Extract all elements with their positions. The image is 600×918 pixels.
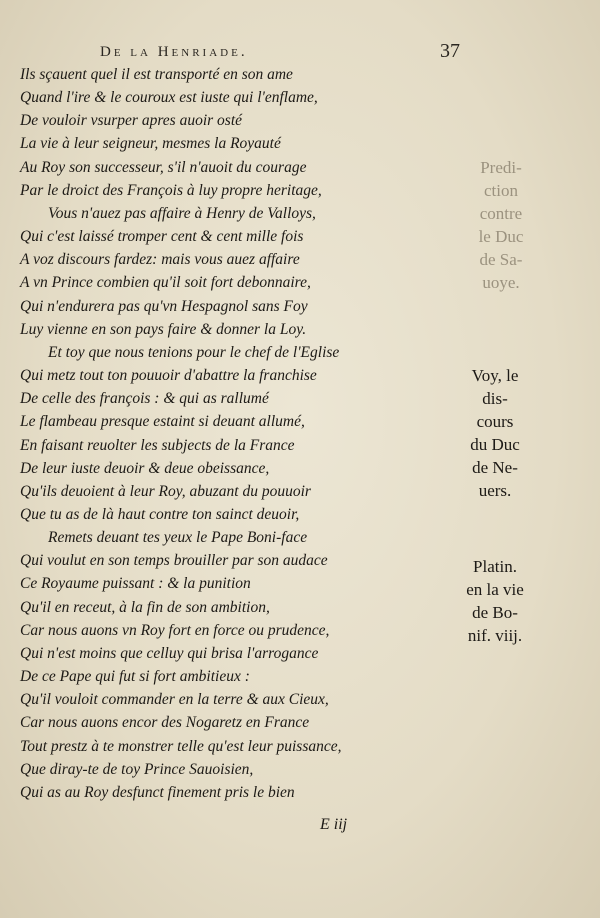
verse-line: Au Roy son successeur, s'il n'auoit du courage [20,158,307,176]
verse-line: Tout prestz à te monstrer telle qu'est leur puissance, [20,737,342,755]
verse-line: Que diray-te de toy Prince Sauoisien, [20,760,254,778]
verse-line: Qui n'est moins que celluy qui brisa l'arrogance [20,644,319,662]
verse-line: La vie à leur seigneur, mesmes la Royauté [20,135,281,153]
verse-line: De celle des françois : & qui as rallumé [20,390,269,408]
verse-line: Car nous auons vn Roy fort en force ou prudence, [20,621,330,639]
margin-note-show-through: Predi- ction contre le Duc de Sa- uoye. [478,158,524,292]
verse-line: A vn Prince combien qu'il soit fort debonnaire, [20,274,311,292]
verse-line: De ce Pape qui fut si fort ambitieux : [20,668,250,686]
verse-line: En faisant reuolter les subjects de la France [20,436,295,454]
verse-line: Qu'il vouloit commander en la terre & aux Cieux, [20,691,329,709]
verse-text [20,63,440,804]
verse-line: Ce Royaume puissant : & la punition [20,575,251,593]
verse-line: De vouloir vsurper apres auoir osté [20,112,243,130]
verse-line: Qui as au Roy desfunct finement pris le bien [20,783,295,801]
verse-line: Qui n'endurera pas qu'vn Hespagnol sans Foy [20,297,308,315]
verse-line: Le flambeau presque estaint si deuant allumé, [20,413,305,431]
verse-line: A voz discours fardez: mais vous auez affaire [20,251,300,269]
verse-line: Car nous auons encor des Nogaretz en France [20,714,310,732]
page-number: 37 [440,40,460,62]
margin-note-voy-discours: Voy, le dis- cours du Duc de Ne- uers. [470,366,520,500]
verse-line: Qui c'est laissé tromper cent & cent mille fois [20,228,304,246]
verse-line: Que tu as de là haut contre ton sainct deuoir, [20,505,300,523]
verse-line: Qui voulut en son temps brouiller par son audace [20,552,328,570]
verse-line: Qu'ils deuoient à leur Roy, abuzant du pouuoir [20,482,311,500]
verse-line: Par le droict des François à luy propre heritage, [20,181,322,199]
running-title: De la Henriade. [100,44,248,60]
signature-mark: E iij [320,816,348,833]
verse-line: Quand l'ire & le couroux est iuste qui l'enflame, [20,89,318,107]
verse-line: Vous n'auez pas affaire à Henry de Valloys, [48,204,316,222]
verse-line: Qu'il en receut, à la fin de son ambition, [20,598,270,616]
verse-line: Luy vienne en son pays faire & donner la Loy. [20,320,307,338]
verse-line: Ils sçauent quel il est transporté en son ame [20,66,293,83]
margin-note-platin: Platin. en la vie de Bo- nif. viij. [466,557,524,645]
verse-line: Remets deuant tes yeux le Pape Boni-face [48,529,308,547]
verse-line: Qui metz tout ton pouuoir d'abattre la franchise [20,367,317,385]
verse-line: De leur iuste deuoir & deue obeissance, [20,459,270,477]
verse-line: Et toy que nous tenions pour le chef de l'Eglise [48,343,340,361]
